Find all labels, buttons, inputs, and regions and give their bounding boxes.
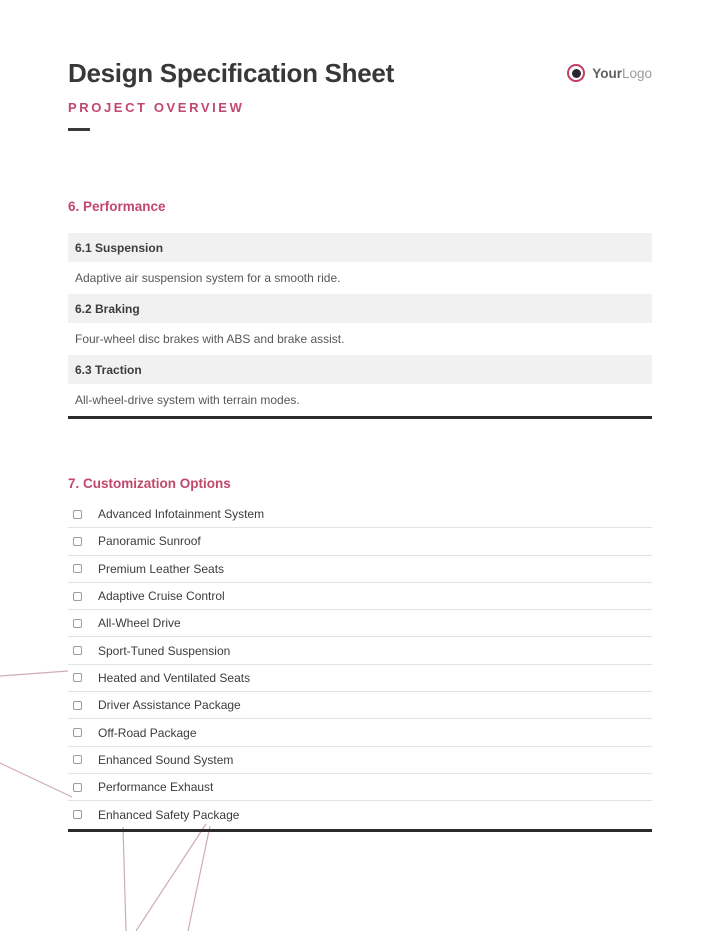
checklist-item	[68, 501, 652, 528]
document-content	[68, 0, 652, 832]
logo-text	[592, 66, 652, 81]
checkbox-icon[interactable]	[73, 783, 82, 792]
checklist-item	[68, 583, 652, 610]
page-title: Design Specification Sheet	[68, 58, 394, 88]
checkbox-icon[interactable]	[73, 673, 82, 682]
section-bottom-rule	[68, 416, 652, 419]
logo-center-dot	[572, 69, 581, 78]
checklist-item-label: Heated and Ventilated Seats	[98, 670, 251, 685]
decorative-line	[188, 826, 210, 931]
checkbox-icon[interactable]	[73, 619, 82, 628]
checkbox-icon[interactable]	[73, 537, 82, 546]
checkbox-icon[interactable]	[73, 510, 82, 519]
checkbox-icon[interactable]	[73, 564, 82, 573]
checklist-item-label: Premium Leather Seats	[98, 561, 225, 576]
checklist-item	[68, 637, 652, 664]
checklist-item-label: Sport-Tuned Suspension	[98, 643, 231, 658]
checklist-item	[68, 801, 652, 828]
decorative-line	[136, 824, 206, 931]
checklist-item-label: All-Wheel Drive	[98, 616, 181, 631]
section-heading-customization: 7. Customization Options	[68, 476, 231, 491]
decorative-line	[0, 763, 72, 797]
checkbox-icon[interactable]	[73, 755, 82, 764]
checklist-item	[68, 556, 652, 583]
target-circle-icon	[567, 64, 585, 82]
section-bottom-rule	[68, 829, 652, 832]
checklist-item	[68, 774, 652, 801]
spec-item-description: All-wheel-drive system with terrain modes.	[75, 393, 300, 407]
checklist-item	[68, 747, 652, 774]
checkbox-icon[interactable]	[73, 810, 82, 819]
checklist-item-label: Performance Exhaust	[98, 780, 214, 795]
section-performance	[68, 199, 652, 419]
spec-item-header	[68, 294, 652, 323]
checkbox-icon[interactable]	[73, 646, 82, 655]
logo-text-light: Logo	[621, 65, 652, 81]
spec-item-description: Four-wheel disc brakes with ABS and brake assist.	[75, 332, 345, 346]
checklist	[68, 501, 652, 829]
checklist-item	[68, 610, 652, 637]
spec-item-header	[68, 233, 652, 262]
checklist-item-label: Enhanced Safety Package	[98, 807, 240, 822]
document-header	[68, 0, 652, 131]
checkbox-icon[interactable]	[73, 728, 82, 737]
section-customization	[68, 476, 652, 832]
checklist-item	[68, 528, 652, 555]
decorative-line	[123, 827, 126, 931]
checklist-item-label: Advanced Infotainment System	[98, 507, 265, 522]
checklist-item-label: Off-Road Package	[98, 725, 197, 740]
logo	[567, 64, 652, 82]
page-subtitle: PROJECT OVERVIEW	[68, 100, 245, 115]
checklist-item-label: Adaptive Cruise Control	[98, 589, 225, 604]
spec-item-header	[68, 355, 652, 384]
checklist-item	[68, 692, 652, 719]
logo-text-bold: Your	[592, 65, 622, 81]
checkbox-icon[interactable]	[73, 592, 82, 601]
spec-item-label: 6.1 Suspension	[75, 240, 164, 255]
checklist-item-label: Enhanced Sound System	[98, 752, 234, 767]
checkbox-icon[interactable]	[73, 701, 82, 710]
checklist-item-label: Driver Assistance Package	[98, 698, 241, 713]
section-heading-performance: 6. Performance	[68, 199, 166, 214]
spec-item-label: 6.2 Braking	[75, 301, 140, 316]
spec-item-label: 6.3 Traction	[75, 362, 142, 377]
checklist-item-label: Panoramic Sunroof	[98, 534, 201, 549]
decorative-line	[0, 671, 68, 676]
checklist-item	[68, 665, 652, 692]
spec-items	[68, 233, 652, 416]
spec-item-description: Adaptive air suspension system for a smooth ride.	[75, 271, 341, 285]
title-dash	[68, 128, 90, 131]
checklist-item	[68, 719, 652, 746]
